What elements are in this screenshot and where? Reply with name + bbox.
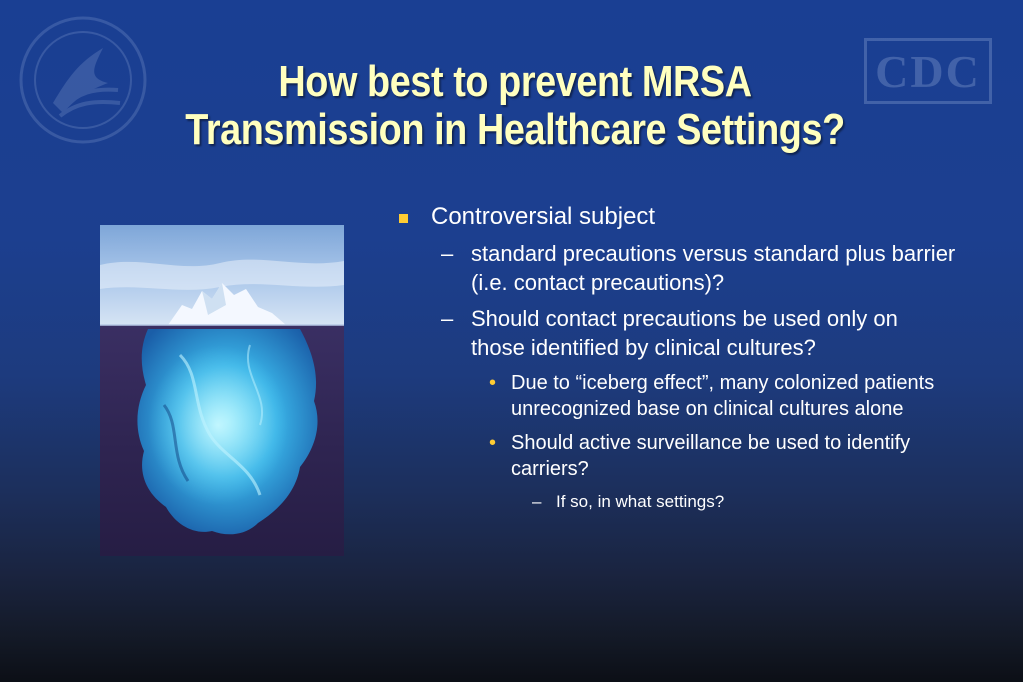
bullet-level4-item [532,491,956,513]
slide-title-line-2: Transmission in Healthcare Settings? [185,105,845,154]
dot-bullet-icon: • [489,432,497,454]
dash-bullet-icon: – [441,306,454,331]
slide-title-line-1: How best to prevent MRSA [278,57,752,106]
bullet-level3-item [489,370,956,422]
bullet-list [396,202,956,513]
bullet-level2-text: Should contact precautions be used only on those identified by clinical cultures? [471,306,898,360]
bullet-level1-text: Controversial subject [431,203,656,230]
slide-title [124,58,907,154]
bullet-level3-text: Should active surveillance be used to identify carriers? [511,432,911,480]
bullet-level4-text: If so, in what settings? [556,492,725,511]
dot-bullet-icon: • [489,372,497,394]
bullet-level2-text: standard precautions versus standard plus barrier (i.e. contact precautions)? [471,241,956,295]
bullet-level1 [396,202,956,232]
dash-bullet-icon: – [532,492,542,511]
cdc-logo-text: CDC [875,45,981,97]
dash-bullet-icon: – [441,241,454,266]
bullet-level2-item [441,304,956,362]
bullet-level3-item [489,430,956,482]
square-bullet-icon [399,214,408,223]
bullet-level3-text: Due to “iceberg effect”, many colonized patients unrecognized base on clinical cultures alone [511,372,935,420]
iceberg-image [100,225,344,556]
bullet-level2-item [441,239,956,297]
